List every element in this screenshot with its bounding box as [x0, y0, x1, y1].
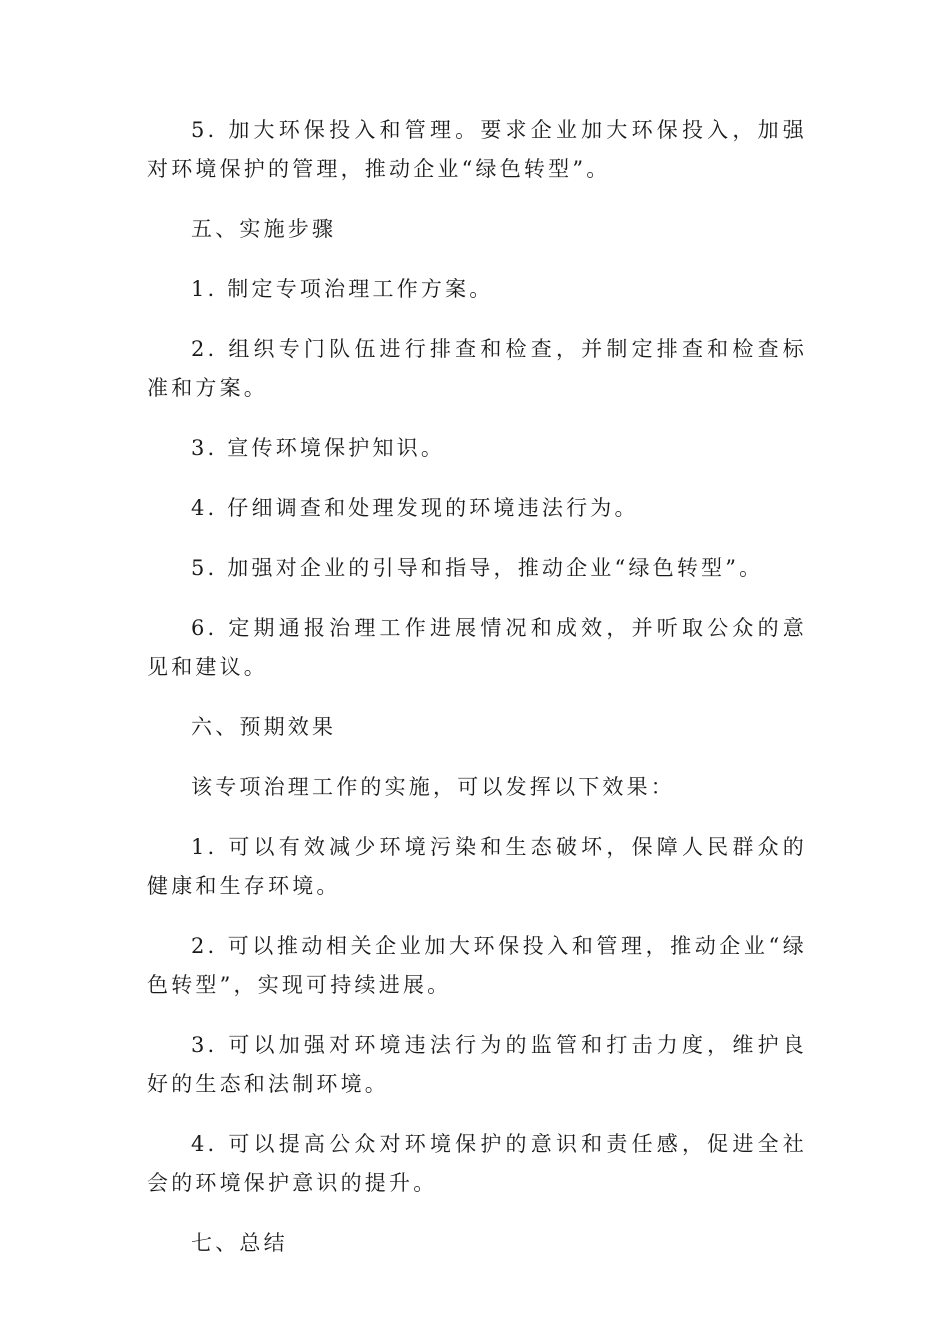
effect-item-4: 4. 可以提高公众对环境保护的意识和责任感，促进全社会的环境保护意识的提升。 — [147, 1132, 807, 1195]
effect-item-3: 3. 可以加强对环境违法行为的监管和打击力度，维护良好的生态和法制环境。 — [147, 1033, 807, 1096]
step-item-5: 5. 加强对企业的引导和指导，推动企业“绿色转型”。 — [191, 556, 764, 580]
effects-intro: 该专项治理工作的实施，可以发挥以下效果： — [191, 775, 675, 799]
effect-item-1: 1. 可以有效减少环境污染和生态破坏，保障人民群众的健康和生存环境。 — [147, 835, 807, 898]
section-heading-summary: 七、总结 — [191, 1231, 288, 1255]
document-body — [147, 111, 807, 1263]
step-item-1: 1. 制定专项治理工作方案。 — [191, 277, 494, 301]
step-item-2: 2. 组织专门队伍进行排查和检查，并制定排查和检查标准和方案。 — [147, 337, 807, 400]
step-item-4: 4. 仔细调查和处理发现的环境违法行为。 — [191, 496, 639, 520]
step-item-6: 6. 定期通报治理工作进展情况和成效，并听取公众的意见和建议。 — [147, 616, 807, 679]
section-heading-implementation-steps: 五、实施步骤 — [191, 217, 337, 241]
section-heading-expected-effects: 六、预期效果 — [191, 715, 337, 739]
effect-item-2: 2. 可以推动相关企业加大环保投入和管理，推动企业“绿色转型”，实现可持续进展。 — [147, 934, 807, 997]
step-item-3: 3. 宣传环境保护知识。 — [191, 436, 446, 460]
list-item-increase-investment: 5. 加大环保投入和管理。要求企业加大环保投入，加强对环境保护的管理，推动企业“绿色转型”。 — [147, 118, 807, 181]
